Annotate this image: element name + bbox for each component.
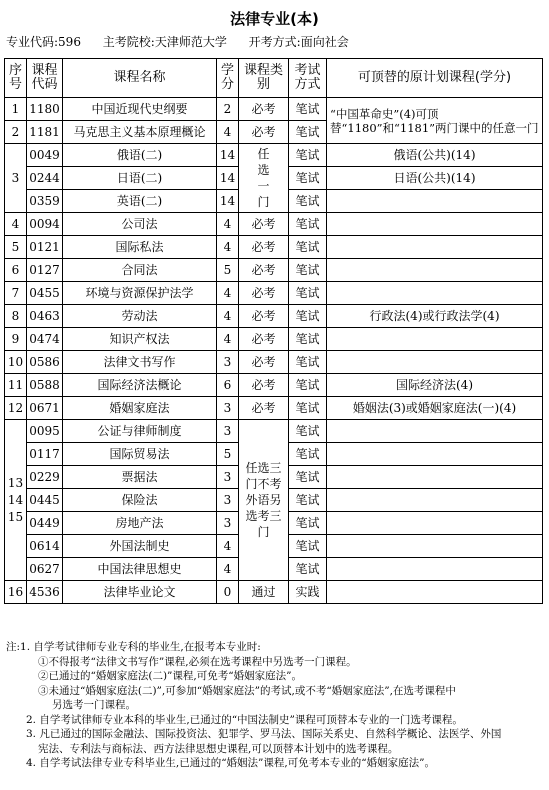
code-cell: 0127 <box>27 259 63 282</box>
course-name-cell: 国际贸易法 <box>63 443 217 466</box>
course-name-cell: 票据法 <box>63 466 217 489</box>
type-cell: 必考 <box>239 259 289 282</box>
header-substitute: 可顶替的原计划课程(学分) <box>327 59 543 98</box>
course-name-cell: 公司法 <box>63 213 217 236</box>
exam-cell: 笔试 <box>289 259 327 282</box>
credit-cell: 4 <box>217 558 239 581</box>
type-cell: 必考 <box>239 121 289 144</box>
note-line: ③未通过“婚姻家庭法(二)”,可参加“婚姻家庭法”的考试,或不考“婚姻家庭法”,在选考课程中 <box>38 684 456 697</box>
exam-cell: 笔试 <box>289 98 327 121</box>
type-cell: 必考 <box>239 351 289 374</box>
course-name-cell: 知识产权法 <box>63 328 217 351</box>
code-cell: 0244 <box>27 167 63 190</box>
note-line: ①不得报考“法律文书写作”课程,必须在选考课程中另选考一门课程。 <box>38 655 357 668</box>
seq-cell: 8 <box>5 305 27 328</box>
seq-cell: 6 <box>5 259 27 282</box>
credit-cell: 14 <box>217 144 239 167</box>
credit-cell: 3 <box>217 512 239 535</box>
seq-cell: 3 <box>5 144 27 213</box>
credit-cell: 4 <box>217 282 239 305</box>
type-cell: 必考 <box>239 236 289 259</box>
code-cell: 0229 <box>27 466 63 489</box>
seq-cell: 1 <box>5 98 27 121</box>
header-name: 课程名称 <box>63 59 217 98</box>
program-code: 专业代码:596 <box>6 35 81 49</box>
note-line: 另选考一门课程。 <box>52 699 136 711</box>
substitute-cell <box>327 558 543 581</box>
table-row <box>5 397 543 420</box>
exam-cell: 笔试 <box>289 328 327 351</box>
exam-cell: 笔试 <box>289 420 327 443</box>
code-cell: 0049 <box>27 144 63 167</box>
note-line: 2. 自学考试律师专业本科的毕业生,已通过的“中国法制史”课程可顶替本专业的一门选考课程。 <box>26 713 463 726</box>
substitute-cell <box>327 259 543 282</box>
notes <box>6 640 544 771</box>
code-cell: 0095 <box>27 420 63 443</box>
course-name-cell: 房地产法 <box>63 512 217 535</box>
seq-cell: 12 <box>5 397 27 420</box>
type-cell: 必考 <box>239 282 289 305</box>
course-name-cell: 英语(二) <box>63 190 217 213</box>
code-cell: 0117 <box>27 443 63 466</box>
code-cell: 0588 <box>27 374 63 397</box>
exam-cell: 笔试 <box>289 282 327 305</box>
credit-cell: 3 <box>217 489 239 512</box>
code-cell: 0445 <box>27 489 63 512</box>
code-cell: 0359 <box>27 190 63 213</box>
substitute-cell <box>327 512 543 535</box>
page-title: 法律专业(本) <box>230 10 319 28</box>
table-row <box>5 305 543 328</box>
header-seq: 序号 <box>5 59 27 98</box>
table-row <box>5 259 543 282</box>
course-name-cell: 俄语(二) <box>63 144 217 167</box>
code-cell: 0586 <box>27 351 63 374</box>
type-cell: 必考 <box>239 305 289 328</box>
credit-cell: 5 <box>217 259 239 282</box>
course-name-cell: 外国法制史 <box>63 535 217 558</box>
exam-cell: 笔试 <box>289 397 327 420</box>
seq-cell: 7 <box>5 282 27 305</box>
table-row <box>5 236 543 259</box>
exam-cell: 笔试 <box>289 443 327 466</box>
code-cell: 1181 <box>27 121 63 144</box>
program-info <box>6 33 546 50</box>
substitute-cell: 婚姻法(3)或婚姻家庭法(一)(4) <box>327 397 543 420</box>
code-cell: 0449 <box>27 512 63 535</box>
exam-cell: 笔试 <box>289 213 327 236</box>
course-name-cell: 公证与律师制度 <box>63 420 217 443</box>
seq-cell: 9 <box>5 328 27 351</box>
credit-cell: 6 <box>217 374 239 397</box>
exam-cell: 笔试 <box>289 466 327 489</box>
code-cell: 0627 <box>27 558 63 581</box>
table-row <box>5 351 543 374</box>
exam-cell: 笔试 <box>289 144 327 167</box>
header-code: 课程代码 <box>27 59 63 98</box>
credit-cell: 3 <box>217 351 239 374</box>
table-row <box>5 420 543 443</box>
exam-cell: 笔试 <box>289 374 327 397</box>
credit-cell: 0 <box>217 581 239 604</box>
substitute-cell <box>327 535 543 558</box>
code-cell: 0614 <box>27 535 63 558</box>
exam-cell: 笔试 <box>289 236 327 259</box>
credit-cell: 4 <box>217 535 239 558</box>
exam-cell: 笔试 <box>289 351 327 374</box>
type-cell: 必考 <box>239 98 289 121</box>
type-cell: 必考 <box>239 374 289 397</box>
table-row <box>5 144 543 167</box>
exam-cell: 笔试 <box>289 305 327 328</box>
code-cell: 0121 <box>27 236 63 259</box>
exam-cell: 笔试 <box>289 121 327 144</box>
substitute-cell: 日语(公共)(14) <box>327 167 543 190</box>
credit-cell: 3 <box>217 397 239 420</box>
type-cell: 通过 <box>239 581 289 604</box>
exam-cell: 实践 <box>289 581 327 604</box>
substitute-cell <box>327 466 543 489</box>
table-row <box>5 98 543 121</box>
header-exam: 考试方式 <box>289 59 327 98</box>
substitute-cell: 行政法(4)或行政法学(4) <box>327 305 543 328</box>
table-row <box>5 328 543 351</box>
code-cell: 0474 <box>27 328 63 351</box>
substitute-cell <box>327 328 543 351</box>
credit-cell: 3 <box>217 466 239 489</box>
seq-cell: 2 <box>5 121 27 144</box>
exam-school: 主考院校:天津师范大学 <box>102 35 227 49</box>
header-type: 课程类别 <box>239 59 289 98</box>
course-name-cell: 劳动法 <box>63 305 217 328</box>
code-cell: 0463 <box>27 305 63 328</box>
course-name-cell: 法律文书写作 <box>63 351 217 374</box>
seq-cell: 16 <box>5 581 27 604</box>
seq-cell: 4 <box>5 213 27 236</box>
course-name-cell: 合同法 <box>63 259 217 282</box>
seq-cell: 11 <box>5 374 27 397</box>
code-cell: 1180 <box>27 98 63 121</box>
course-name-cell: 中国法律思想史 <box>63 558 217 581</box>
table-row <box>5 581 543 604</box>
credit-cell: 4 <box>217 121 239 144</box>
note-line: 注:1. 自学考试律师专业专科的毕业生,在报考本专业时: <box>6 641 261 653</box>
course-name-cell: 日语(二) <box>63 167 217 190</box>
type-cell: 必考 <box>239 397 289 420</box>
course-name-cell: 保险法 <box>63 489 217 512</box>
substitute-cell <box>327 489 543 512</box>
note-line: 3. 凡已通过的国际金融法、国际投资法、犯罪学、罗马法、国际关系史、自然科学概论、法医学、外国 <box>26 728 502 740</box>
exam-cell: 笔试 <box>289 535 327 558</box>
substitute-cell <box>327 420 543 443</box>
credit-cell: 14 <box>217 167 239 190</box>
substitute-cell <box>327 351 543 374</box>
substitute-cell <box>327 282 543 305</box>
substitute-cell <box>327 581 543 604</box>
exam-mode: 开考方式:面向社会 <box>248 35 349 49</box>
credit-cell: 4 <box>217 236 239 259</box>
exam-cell: 笔试 <box>289 489 327 512</box>
type-cell: 任选一门 <box>239 144 289 213</box>
credit-cell: 5 <box>217 443 239 466</box>
substitute-cell <box>327 236 543 259</box>
course-name-cell: 国际私法 <box>63 236 217 259</box>
course-name-cell: 法律毕业论文 <box>63 581 217 604</box>
table-row <box>5 213 543 236</box>
seq-cell: 5 <box>5 236 27 259</box>
table-row <box>5 282 543 305</box>
course-name-cell: 中国近现代史纲要 <box>63 98 217 121</box>
table-row <box>5 374 543 397</box>
credit-cell: 4 <box>217 305 239 328</box>
type-cell: 任选三门不考外语另选考三门 <box>239 420 289 581</box>
substitute-cell: 国际经济法(4) <box>327 374 543 397</box>
course-name-cell: 环境与资源保护法学 <box>63 282 217 305</box>
credit-cell: 4 <box>217 328 239 351</box>
substitute-cell <box>327 190 543 213</box>
credit-cell: 4 <box>217 213 239 236</box>
credit-cell: 2 <box>217 98 239 121</box>
type-cell: 必考 <box>239 328 289 351</box>
course-name-cell: 国际经济法概论 <box>63 374 217 397</box>
code-cell: 0455 <box>27 282 63 305</box>
substitute-cell: “中国革命史”(4)可顶替“1180”和“1181”两门课中的任意一门 <box>327 98 543 144</box>
header-credit: 学分 <box>217 59 239 98</box>
exam-cell: 笔试 <box>289 558 327 581</box>
exam-cell: 笔试 <box>289 167 327 190</box>
course-name-cell: 婚姻家庭法 <box>63 397 217 420</box>
exam-cell: 笔试 <box>289 512 327 535</box>
credit-cell: 3 <box>217 420 239 443</box>
exam-cell: 笔试 <box>289 190 327 213</box>
seq-cell: 10 <box>5 351 27 374</box>
course-name-cell: 马克思主义基本原理概论 <box>63 121 217 144</box>
seq-cell: 13 14 15 <box>5 420 27 581</box>
credit-cell: 14 <box>217 190 239 213</box>
type-cell: 必考 <box>239 213 289 236</box>
substitute-cell <box>327 443 543 466</box>
table-header-row <box>5 59 543 98</box>
code-cell: 0671 <box>27 397 63 420</box>
note-line: 宪法、专利法与商标法、西方法律思想史课程,可以顶替本计划中的选考课程。 <box>38 742 399 755</box>
code-cell: 0094 <box>27 213 63 236</box>
note-line: 4. 自学考试法律专业专科毕业生,已通过的“婚姻法”课程,可免考本专业的“婚姻家庭法”。 <box>26 757 436 769</box>
course-table <box>4 58 543 604</box>
substitute-cell: 俄语(公共)(14) <box>327 144 543 167</box>
note-line: ②已通过的“婚姻家庭法(二)”课程,可免考“婚姻家庭法”。 <box>38 670 303 682</box>
code-cell: 4536 <box>27 581 63 604</box>
substitute-cell <box>327 213 543 236</box>
